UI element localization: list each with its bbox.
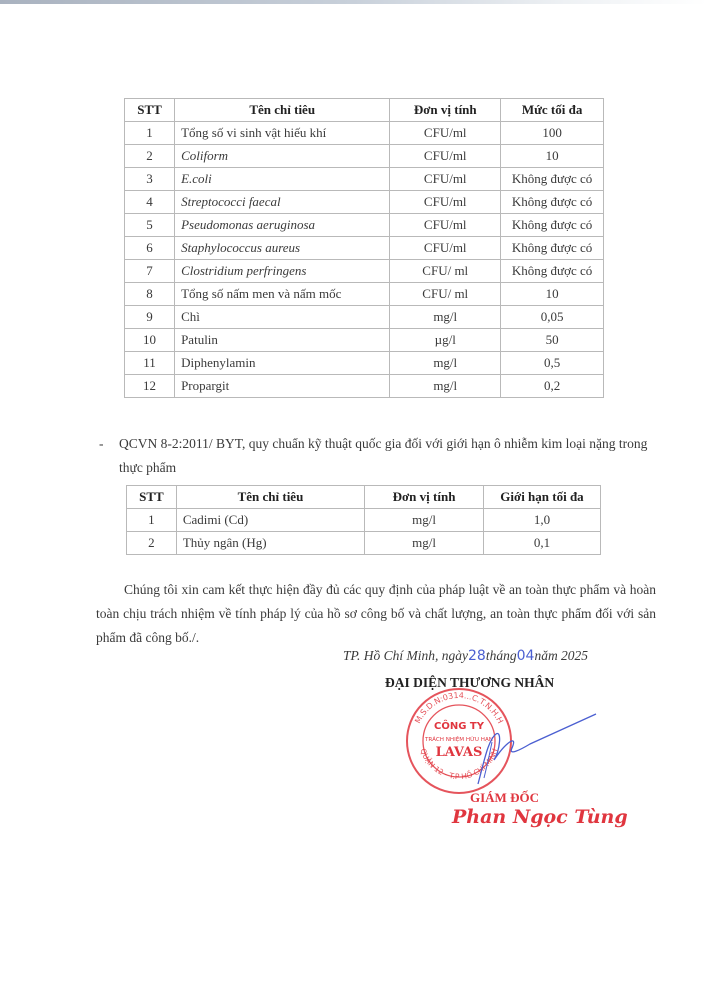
month-label: tháng bbox=[485, 648, 517, 663]
table-header-row bbox=[127, 486, 601, 509]
cell-stt: 2 bbox=[125, 145, 175, 168]
stamp-bottom-text: QUẬN 12 - T.P HỒ CHÍ MINH bbox=[418, 747, 500, 782]
handwritten-month: 04 bbox=[516, 648, 535, 664]
header-max: Giới hạn tối đa bbox=[483, 486, 600, 509]
cell-name: Diphenylamin bbox=[175, 352, 390, 375]
table-row bbox=[125, 145, 604, 168]
cell-unit: µg/l bbox=[390, 329, 501, 352]
cell-max: 0,5 bbox=[501, 352, 604, 375]
cell-stt: 8 bbox=[125, 283, 175, 306]
cell-unit: CFU/ml bbox=[390, 214, 501, 237]
cell-max: Không được có bbox=[501, 214, 604, 237]
table-row bbox=[125, 260, 604, 283]
cell-name: Clostridium perfringens bbox=[175, 260, 390, 283]
cell-max: Không được có bbox=[501, 168, 604, 191]
cell-stt: 10 bbox=[125, 329, 175, 352]
cell-max: 10 bbox=[501, 283, 604, 306]
representative-title: ĐẠI DIỆN THƯƠNG NHÂN bbox=[385, 675, 555, 690]
bullet-dash: - bbox=[99, 436, 104, 451]
table-row bbox=[125, 352, 604, 375]
year-label: năm 2025 bbox=[534, 648, 589, 663]
handwritten-day: 28 bbox=[468, 648, 486, 664]
cell-max: 10 bbox=[501, 145, 604, 168]
cell-stt: 2 bbox=[127, 532, 177, 555]
table-row bbox=[125, 329, 604, 352]
cell-name: Streptococci faecal bbox=[175, 191, 390, 214]
stamp-line-company: CÔNG TY bbox=[434, 721, 484, 732]
stamp-line-name: LAVAS bbox=[435, 745, 483, 760]
cell-name: Propargit bbox=[175, 375, 390, 398]
cell-stt: 5 bbox=[125, 214, 175, 237]
cell-unit: mg/l bbox=[365, 532, 484, 555]
microbiology-limits-table bbox=[124, 98, 604, 398]
cell-stt: 1 bbox=[127, 509, 177, 532]
cell-max: 100 bbox=[501, 122, 604, 145]
cell-stt: 9 bbox=[125, 306, 175, 329]
table-row bbox=[125, 283, 604, 306]
cell-unit: mg/l bbox=[390, 306, 501, 329]
scan-edge-shadow bbox=[0, 0, 707, 4]
cell-stt: 3 bbox=[125, 168, 175, 191]
cell-name: Chì bbox=[175, 306, 390, 329]
header-stt: STT bbox=[127, 486, 177, 509]
stamp-ring-text: M.S.D.N:0314...C.T.N.H.H bbox=[413, 690, 505, 725]
regulation-reference bbox=[99, 432, 659, 480]
table-row bbox=[125, 168, 604, 191]
cell-name: Thủy ngân (Hg) bbox=[176, 532, 364, 555]
cell-max: 0,05 bbox=[501, 306, 604, 329]
cell-unit: mg/l bbox=[390, 352, 501, 375]
cell-max: Không được có bbox=[501, 191, 604, 214]
header-name: Tên chỉ tiêu bbox=[175, 99, 390, 122]
cell-max: Không được có bbox=[501, 260, 604, 283]
cell-name: Tổng số nấm men và nấm mốc bbox=[175, 283, 390, 306]
cell-name: Pseudomonas aeruginosa bbox=[175, 214, 390, 237]
commitment-paragraph: Chúng tôi xin cam kết thực hiện đầy đủ các quy định của pháp luật về an toàn thực phẩm và hoàn toàn chịu trách nhiệm về tính pháp lý của hồ sơ công bố và chất lượng, an toàn thực phẩm đối với sản phẩm đã công bố./. bbox=[96, 582, 656, 645]
cell-stt: 11 bbox=[125, 352, 175, 375]
header-name: Tên chỉ tiêu bbox=[176, 486, 364, 509]
table-row bbox=[125, 237, 604, 260]
date-line bbox=[343, 648, 588, 664]
header-unit: Đơn vị tính bbox=[365, 486, 484, 509]
stamp-line-type: TRÁCH NHIỆM HỮU HẠN bbox=[425, 737, 493, 743]
cell-max: 0,1 bbox=[483, 532, 600, 555]
cell-name: Coliform bbox=[175, 145, 390, 168]
cell-unit: CFU/ml bbox=[390, 237, 501, 260]
cell-unit: CFU/ml bbox=[390, 145, 501, 168]
cell-stt: 7 bbox=[125, 260, 175, 283]
header-stt: STT bbox=[125, 99, 175, 122]
heavy-metal-limits-table bbox=[126, 485, 601, 555]
cell-unit: mg/l bbox=[365, 509, 484, 532]
cell-unit: mg/l bbox=[390, 375, 501, 398]
cell-max: 0,2 bbox=[501, 375, 604, 398]
cell-name: Staphylococcus aureus bbox=[175, 237, 390, 260]
table-row bbox=[125, 214, 604, 237]
table-row bbox=[127, 509, 601, 532]
table-row bbox=[125, 375, 604, 398]
date-prefix: TP. Hồ Chí Minh, ngày bbox=[343, 648, 469, 663]
cell-stt: 1 bbox=[125, 122, 175, 145]
cell-stt: 6 bbox=[125, 237, 175, 260]
cell-unit: CFU/ml bbox=[390, 122, 501, 145]
cell-name: E.coli bbox=[175, 168, 390, 191]
cell-name: Tổng số vi sinh vật hiếu khí bbox=[175, 122, 390, 145]
cell-max: Không được có bbox=[501, 237, 604, 260]
handwritten-signature bbox=[470, 712, 600, 792]
cell-stt: 12 bbox=[125, 375, 175, 398]
table-header-row bbox=[125, 99, 604, 122]
header-unit: Đơn vị tính bbox=[390, 99, 501, 122]
cell-unit: CFU/ ml bbox=[390, 283, 501, 306]
table-row bbox=[125, 191, 604, 214]
cell-name: Patulin bbox=[175, 329, 390, 352]
cell-unit: CFU/ml bbox=[390, 191, 501, 214]
cell-unit: CFU/ ml bbox=[390, 260, 501, 283]
cell-unit: CFU/ml bbox=[390, 168, 501, 191]
cell-max: 1,0 bbox=[483, 509, 600, 532]
cell-max: 50 bbox=[501, 329, 604, 352]
director-name: Phan Ngọc Tùng bbox=[452, 806, 628, 828]
table-row bbox=[127, 532, 601, 555]
cell-stt: 4 bbox=[125, 191, 175, 214]
header-max: Mức tối đa bbox=[501, 99, 604, 122]
table-row bbox=[125, 122, 604, 145]
director-title: GIÁM ĐỐC bbox=[470, 790, 539, 805]
cell-name: Cadimi (Cd) bbox=[176, 509, 364, 532]
regulation-text: QCVN 8-2:2011/ BYT, quy chuẩn kỹ thuật quốc gia đối với giới hạn ô nhiễm kim loại nặng trong thực phẩm bbox=[119, 436, 648, 475]
table-row bbox=[125, 306, 604, 329]
